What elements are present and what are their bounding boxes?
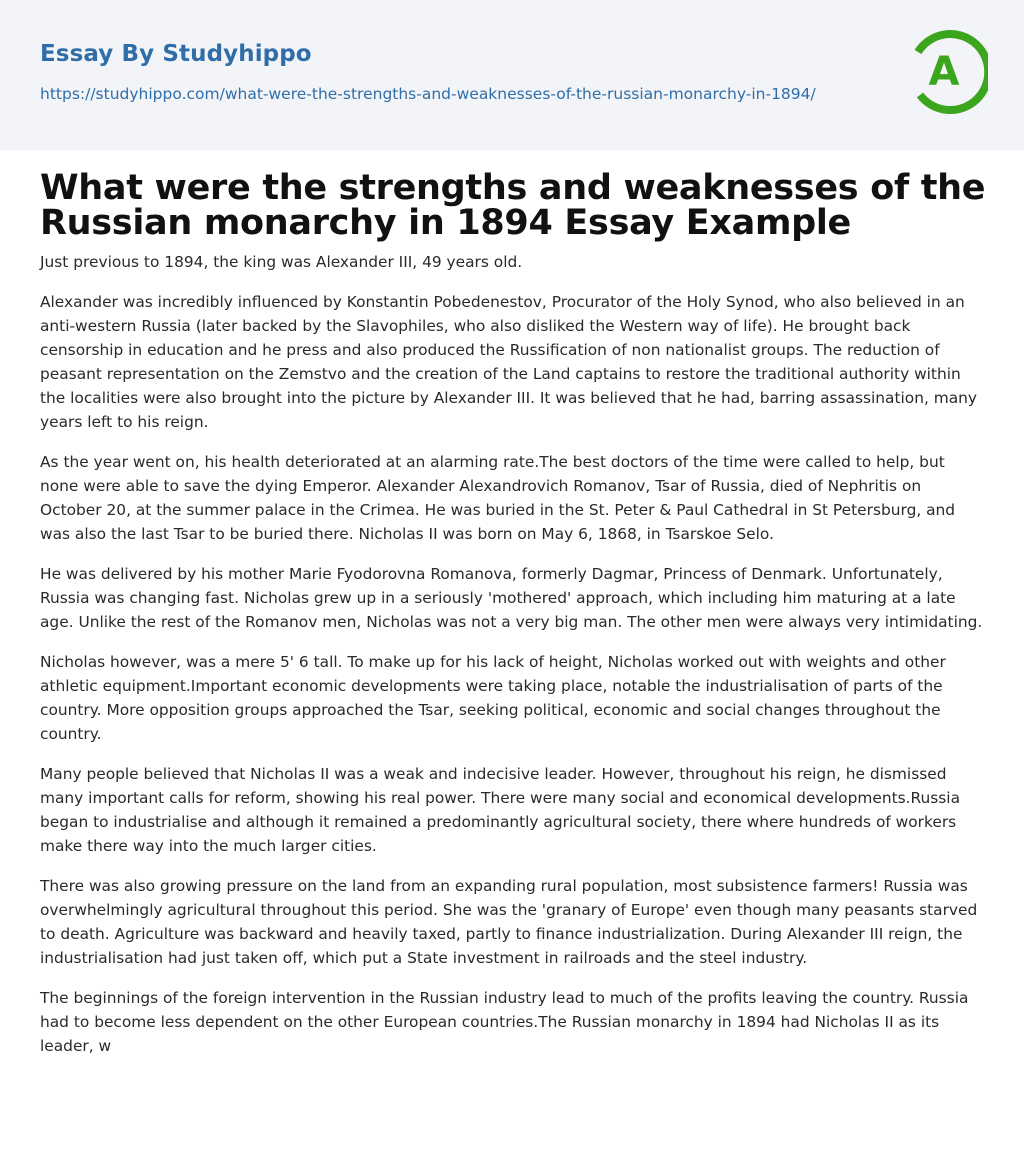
essay-paragraph: As the year went on, his health deteriorated at an alarming rate.The best doctors of the time were called to help, but none were able to save the dying Emperor. Alexander Alexandrovich Romanov, Tsar of Russia, died of Nephritis on October 20, at the summer palace in the Crimea. He was buried in the St. Peter & Paul Cathedral in St Petersburg, and was also the last Tsar to be buried there. Nicholas II was born on May 6, 1868, in Tsarskoe Selo. (40, 453, 956, 543)
source-url-link[interactable]: https://studyhippo.com/what-were-the-strengths-and-weaknesses-of-the-russian-monarchy-in-1894/ (40, 85, 816, 103)
essay-paragraph: Nicholas however, was a mere 5' 6 tall. To make up for his lack of height, Nicholas worked out with weights and other athletic equipment.Important economic developments were taking place, notable the industrialisation of parts of the country. More opposition groups approached the Tsar, seeking political, economic and social changes throughout the country. (40, 653, 946, 743)
essay-paragraph: There was also growing pressure on the land from an expanding rural population, most subsistence farmers! Russia was overwhelmingly agricultural throughout this period. She was the 'granary of Europe' even though many peasants starved to death. Agriculture was backward and heavily taxed, partly to finance industrialization. During Alexander III reign, the industrialisation had just taken off, which put a State investment in railroads and the steel industry. (40, 877, 978, 967)
logo-letter: A (928, 49, 960, 95)
site-brand[interactable]: Essay By Studyhippo (40, 41, 312, 67)
site-header (0, 0, 1024, 150)
essay-paragraph: He was delivered by his mother Marie Fyodorovna Romanova, formerly Dagmar, Princess of Denmark. Unfortunately, Russia was changing fast. Nicholas grew up in a seriously 'mothered' approach, which including him maturing at a late age. Unlike the rest of the Romanov men, Nicholas was not a very big man. The other men were always very intimidating. (40, 565, 983, 631)
page-title: What were the strengths and weaknesses of the Russian monarchy in 1894 Essay Example (40, 168, 986, 243)
essay-paragraph: Just previous to 1894, the king was Alexander III, 49 years old. (40, 253, 523, 271)
studyhippo-logo[interactable] (912, 28, 988, 116)
essay-paragraph: Many people believed that Nicholas II was a weak and indecisive leader. However, throughout his reign, he dismissed many important calls for reform, showing his real power. There were many social and economical developments.Russia began to industrialise and although it remained a predominantly agricultural society, there where hundreds of workers make there way into the much larger cities. (40, 765, 961, 855)
essay-body (40, 250, 985, 1074)
essay-paragraph: Alexander was incredibly influenced by Konstantin Pobedenestov, Procurator of the Holy Synod, who also believed in an anti-western Russia (later backed by the Slavophiles, who also disliked the Western way of life). He brought back censorship in education and he press and also produced the Russification of non nationalist groups. The reduction of peasant representation on the Zemstvo and the creation of the Land captains to restore the traditional authority within the localities were also brought into the picture by Alexander III. It was believed that he had, barring assassination, many years left to his reign. (40, 293, 978, 431)
essay-paragraph: The beginnings of the foreign intervention in the Russian industry lead to much of the profits leaving the country. Russia had to become less dependent on the other European countries.The Russian monarchy in 1894 had Nicholas II as its leader, w (40, 989, 969, 1055)
